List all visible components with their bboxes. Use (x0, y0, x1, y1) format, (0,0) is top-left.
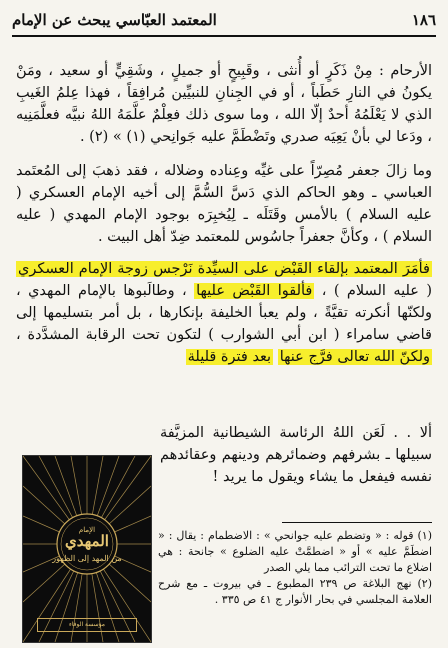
paragraph-narjis (16, 258, 432, 368)
paragraph-curse: ألا . . لَعَن اللهُ الرئاسة الشيطانية المزيَّفة سبيلها ـ بشرفهم وضمائرهم ودينهم وعقائدهم نفسه فيفعل ما يشاء ويقول ما يريد ! (160, 425, 432, 485)
paragraph-narjis-part-a: ( عليه السلام ) ، (321, 283, 432, 299)
paragraph-narjis-part-b: ، وطالَبوها بالإمام المهدي ، ولكنّها أنكرته تقيَّةً ، ولم يعبأ الخليفة بإنكارها ، بل أمر بتسليمها إلى قاضي سامراء ( ابن أبي الشوارب ) لتكون تحت الرقابة المشدَّدة ، (16, 283, 432, 343)
book-cover-image (22, 455, 152, 643)
paragraph-hadith: الأرحام : مِنْ ذَكَرٍ أو أُنثى ، وقَبِيحٍ أو جميلٍ ، وشَقِيٍّ أو سعيد ، ومَنْ يكونُ في النارِ حَطَباً ، أو في الجِنانِ للنبيِّين مُرافِقاً ، فهذا عِلمُ الغَيبِ الذي لا يَعْلَمُهُ أحدٌ إلّا الله ، وما سوى ذلك فعِلْمٌ علَّمَهُ اللهُ نبيَّه فعلَّمَنِيه ، ودَعا لي بأنْ يَعِيَه صدري وتَضْطَمَّ عليه جَوانِحي (١) » (٢) . (16, 63, 432, 145)
highlight-1: فأمَرَ المعتمد بإلقاء القَبْض على السيِّدة نَرْجس زوجة الإمام العسكري (18, 261, 430, 277)
footnote-1: (١) قوله : « وتضطم عليه جوانحي » : الاضطمام : يقال : « اضطَمَّ عليه » أو « اضطمَّتْ عليه الضلوع » جانحة : هي اضلاع ما تحت الترائب مما يلي الصدر (158, 529, 432, 574)
cover-title: المهدي (65, 532, 109, 550)
highlight-2: فألقوا القَبْض عليها (196, 283, 313, 299)
page-number: ١٨٦ (411, 11, 436, 29)
cover-subtitle: من المهد إلى الظهور (52, 554, 122, 563)
footnotes (158, 528, 432, 608)
cover-publisher: مؤسسة الوفاء (37, 618, 137, 632)
page-header (12, 8, 436, 32)
cover-top-text: الإمام (78, 526, 96, 534)
header-divider (12, 35, 436, 37)
highlight-4: بعد فترة قليلة (187, 349, 272, 365)
footnote-2: (٢) نهج البلاغة ص ٢٣٩ المطبوع ـ في بيروت ـ مع شرح العلامة المجلسي في بحار الأنوار ج ٤١ ص ٣٣٥ . (158, 577, 432, 606)
running-title: المعتمد العبّاسي يبحث عن الإمام (12, 11, 217, 29)
highlight-3: ولكنّ الله تعالى فرَّج عنها (279, 349, 430, 365)
paragraph-jaafar: وما زالَ جعفر مُصِرّاً على غيِّه وعِناده وضلاله ، فقد ذهبَ إلى المُعتَمد العباسي ـ وهو الحاكم الذي دَسَّ السُّمَّ إلى أخيه الإمام العسكري ( عليه السلام ) بالأمس وقَتَلَه ـ لِيُخبِرَه بوجود الإمام المهدي ( عليه السلام ) ، وكأنَّ جعفراً جاسُوس للمعتمد ضِدّ أهل البيت . (16, 163, 432, 245)
footnote-divider (282, 522, 432, 523)
